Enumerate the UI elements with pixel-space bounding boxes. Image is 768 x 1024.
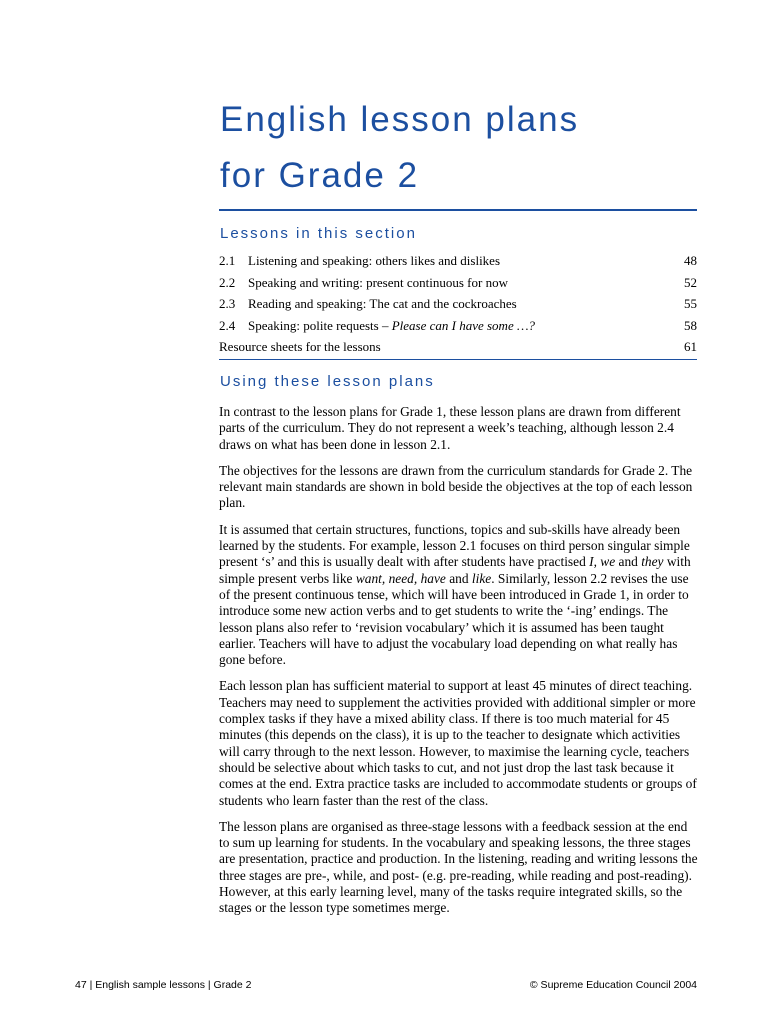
list-item <box>219 293 697 315</box>
text-run: It is assumed that certain structures, functions, topics and sub-skills have already been learned by the students. For example, lesson 2.1 focuses on third person singular simple present ‘s’ and this is usually dealt with after students have practised <box>219 521 690 570</box>
resource-title: Resource sheets for the lessons <box>219 339 381 354</box>
italic-run: like <box>471 570 492 586</box>
title-line-2: for Grade 2 <box>220 156 420 195</box>
footer-left: 47 | English sample lessons | Grade 2 <box>75 979 252 991</box>
italic-run: they <box>641 554 664 570</box>
lesson-number: 2.1 <box>219 253 236 268</box>
text-run: and <box>445 570 472 586</box>
list-item <box>219 336 697 358</box>
lessons-divider <box>219 359 697 360</box>
lesson-title: Reading and speaking: The cat and the cockroaches <box>248 296 517 311</box>
lesson-title-italic: Please can I have some …? <box>391 317 536 333</box>
page-number: 55 <box>684 296 697 311</box>
page-number: 58 <box>684 317 697 333</box>
lessons-heading: Lessons in this section <box>220 225 417 242</box>
paragraph-5: The lesson plans are organised as three-stage lessons with a feedback session at the end to sum up learning for students. In the vocabulary and speaking lessons, the three stages are presentation, practice and production. In the listening, reading and writing lessons the three stages are pre-, while, and post- (e.g. pre-reading, while reading and post-reading). However, at this early learning level, many of the tasks require integrated skills, so the stages or the lesson type sometimes merge. <box>219 818 698 916</box>
title-divider <box>219 209 697 211</box>
body-text <box>219 404 699 927</box>
title-line-1: English lesson plans <box>220 100 580 139</box>
text-run: , <box>593 554 601 570</box>
list-item <box>219 250 697 272</box>
page-number: 48 <box>684 253 697 268</box>
italic-run: I <box>589 554 594 570</box>
page-number: 52 <box>684 274 697 290</box>
text-run: and <box>615 554 642 570</box>
text-run: . Similarly, lesson 2.2 revises the use of the present continuous tense, which will have been introduced in Grade 1, in order to introduce some new action verbs and to get students to write the ‘-ing’ endings. The lesson plans also refer to ‘revision vocabulary’ which it is assumed has been taught earlier. Teachers will have to adjust the vocabulary load depending on what really has gone before. <box>219 570 689 668</box>
text-run: with simple present verbs like <box>219 554 691 586</box>
lesson-number: 2.4 <box>219 317 236 333</box>
list-item <box>219 315 697 337</box>
list-item <box>219 272 697 294</box>
footer-copyright: © Supreme Education Council 2004 <box>529 979 697 991</box>
using-heading: Using these lesson plans <box>220 373 435 390</box>
lesson-number: 2.3 <box>219 296 236 311</box>
page-footer <box>75 979 697 991</box>
italic-run: we <box>600 554 616 570</box>
lesson-title: Listening and speaking: others likes and dislikes <box>248 253 501 268</box>
paragraph-4: Each lesson plan has sufficient material to support at least 45 minutes of direct teaching. Teachers may need to supplement the activities provided with additional simpler or more complex tasks if they have a mixed ability class. If there is too much material for 45 minutes (this depends on the class), it is up to the teacher to designate which activities will carry through to the next lesson. However, to maximise the learning cycle, teachers should be selective about which tasks to cut, and not just drop the last task because it comes at the end. Extra practice tasks are included to accommodate students or groups of students who learn faster than the rest of the class. <box>219 678 697 808</box>
lesson-number: 2.2 <box>219 274 236 290</box>
paragraph-3 <box>219 522 699 669</box>
paragraph-2: The objectives for the lessons are drawn from the curriculum standards for Grade 2. The relevant main standards are shown in bold beside the objectives at the top of each lesson plan. <box>219 462 693 511</box>
lesson-title: Speaking: polite requests – <box>248 317 392 333</box>
paragraph-1: In contrast to the lesson plans for Grade 1, these lesson plans are drawn from different parts of the curriculum. They do not represent a week’s teaching, although lesson 2.4 draws on what has been done in lesson 2.1. <box>219 404 681 452</box>
page-title <box>220 92 700 204</box>
lesson-title: Speaking and writing: present continuous for now <box>248 274 508 290</box>
page-number: 61 <box>684 339 697 354</box>
lessons-list <box>219 250 697 358</box>
italic-run: want, need, have <box>355 570 446 586</box>
